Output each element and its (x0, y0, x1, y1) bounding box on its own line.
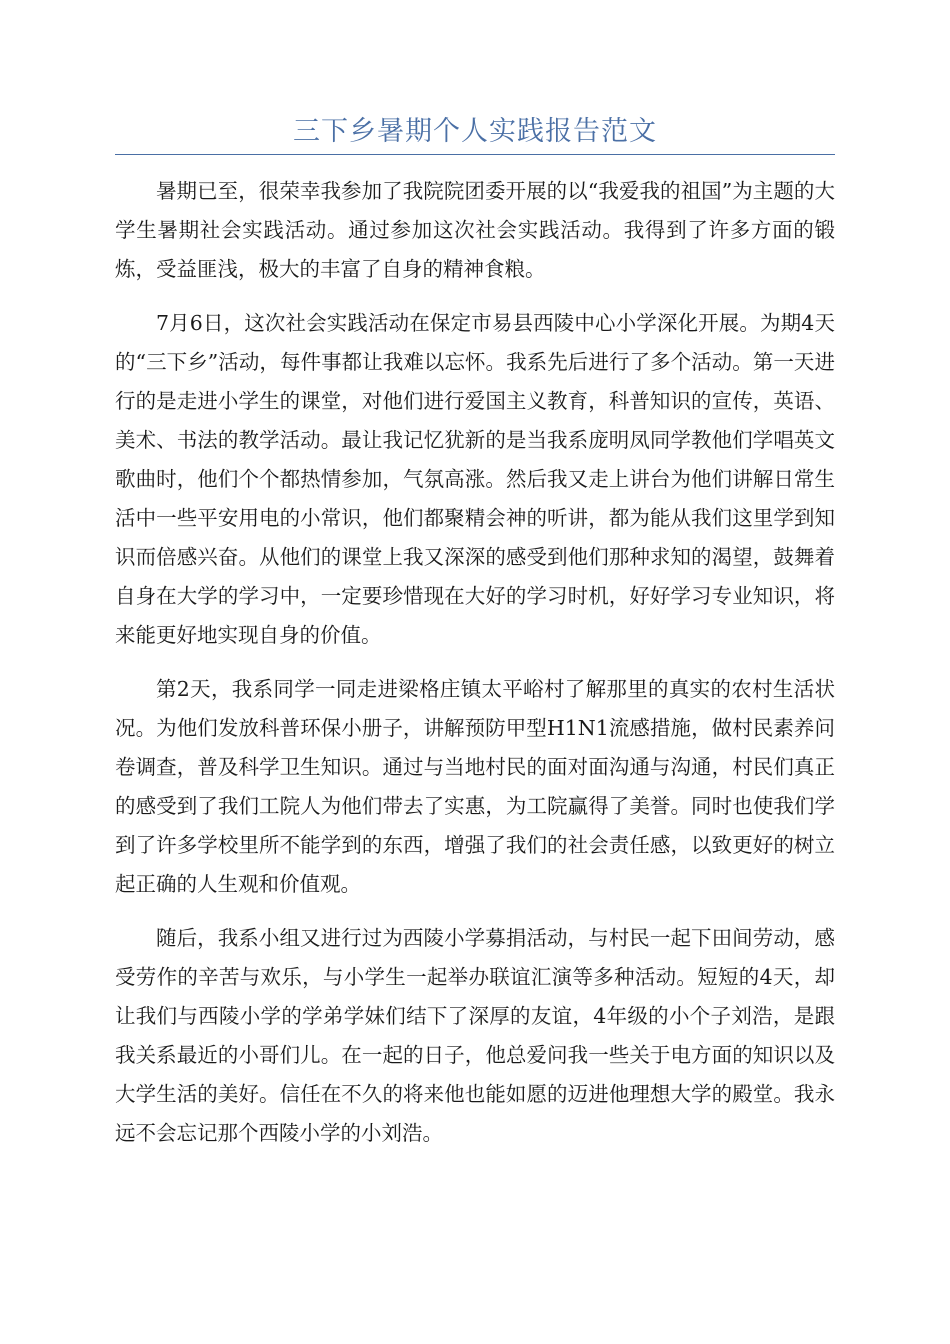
paragraph: 随后，我系小组又进行过为西陵小学募捐活动，与村民一起下田间劳动，感受劳作的辛苦与欢乐，与小学生一起举办联谊汇演等多种活动。短短的4天，却让我们与西陵小学的学弟学妹们结下了深厚的友谊，4年级的小个子刘浩，是跟我关系最近的小哥们儿。在一起的日子，他总爱问我一些关于电方面的知识以及大学生活的美好。信任在不久的将来他也能如愿的迈进他理想大学的殿堂。我永远不会忘记那个西陵小学的小刘浩。 (115, 926, 835, 1145)
document-body (115, 172, 835, 1168)
title-underline (115, 154, 835, 155)
paragraph: 第2天，我系同学一同走进梁格庄镇太平峪村了解那里的真实的农村生活状况。为他们发放科普环保小册子，讲解预防甲型H1N1流感措施，做村民素养问卷调查，普及科学卫生知识。通过与当地村民的面对面沟通与沟通，村民们真正的感受到了我们工院人为他们带去了实惠，为工院赢得了美誉。同时也使我们学到了许多学校里所不能学到的东西，增强了我们的社会责任感，以致更好的树立起正确的人生观和价值观。 (115, 677, 835, 896)
document-title: 三下乡暑期个人实践报告范文 (293, 116, 657, 147)
paragraph: 7月6日，这次社会实践活动在保定市易县西陵中心小学深化开展。为期4天的“三下乡”活动，每件事都让我难以忘怀。我系先后进行了多个活动。第一天进行的是走进小学生的课堂，对他们进行爱国主义教育，科普知识的宣传，英语、美术、书法的教学活动。最让我记忆犹新的是当我系庞明凤同学教他们学唱英文歌曲时，他们个个都热情参加，气氛高涨。然后我又走上讲台为他们讲解日常生活中一些平安用电的小常识，他们都聚精会神的听讲，都为能从我们这里学到知识而倍感兴奋。从他们的课堂上我又深深的感受到他们那种求知的渴望，鼓舞着自身在大学的学习中，一定要珍惜现在大好的学习时机，好好学习专业知识，将来能更好地实现自身的价值。 (115, 311, 835, 647)
paragraph: 暑期已至，很荣幸我参加了我院院团委开展的以“我爱我的祖国”为主题的大学生暑期社会实践活动。通过参加这次社会实践活动。我得到了许多方面的锻炼，受益匪浅，极大的丰富了自身的精神食粮。 (115, 179, 835, 281)
